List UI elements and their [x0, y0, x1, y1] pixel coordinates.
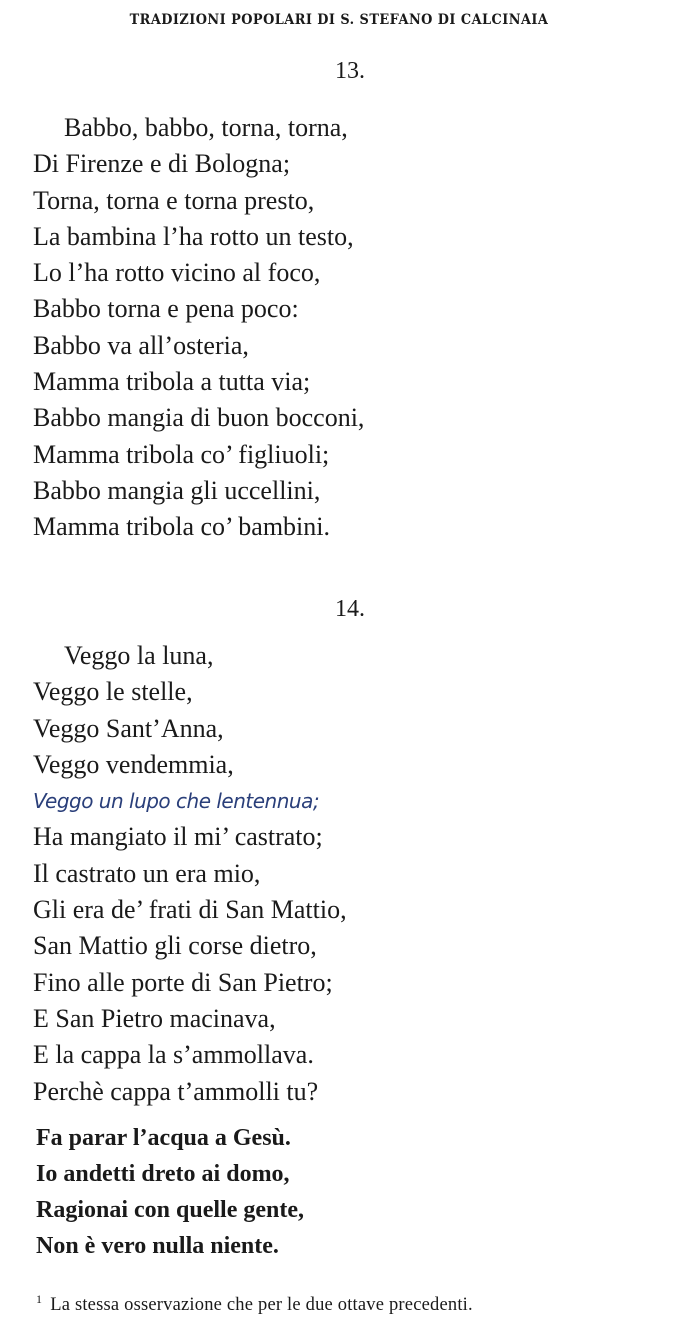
poem-14: [33, 638, 347, 1110]
poem-line: Veggo le stelle,: [33, 677, 193, 707]
poem-line: Perchè cappa t’ammolli tu?: [33, 1076, 319, 1106]
poem-line: Io andetti dreto ai domo,: [36, 1161, 290, 1187]
poem-line: Lo l’ha rotto vicino al foco,: [33, 258, 321, 288]
poem-line: Babbo torna e pena poco:: [33, 294, 299, 324]
poem-line: Babbo, babbo, torna, torna,: [64, 113, 348, 142]
poem-line: Il castrato un era mio,: [33, 858, 261, 888]
poem-line: Torna, torna e torna presto,: [33, 185, 315, 215]
poem-line: Ha mangiato il mi’ castrato;: [33, 822, 323, 852]
poem-line: Mamma tribola a tutta via;: [33, 367, 311, 397]
poem-line: Veggo vendemmia,: [33, 749, 234, 779]
poem-line: Babbo va all’osteria,: [33, 330, 249, 360]
poem-line: Gli era de’ frati di San Mattio,: [33, 895, 347, 925]
poem-number: 13.: [335, 58, 365, 84]
poem-line: Veggo la luna,: [64, 641, 214, 670]
poem-line: Di Firenze e di Bologna;: [33, 149, 291, 179]
poem-line: E San Pietro macinava,: [33, 1003, 276, 1033]
poem-line-handwritten: Veggo un lupo che lentennua;: [33, 789, 320, 814]
poem-line: La bambina l’ha rotto un testo,: [33, 221, 354, 251]
poem-number: 14.: [335, 596, 365, 622]
poem-line: Veggo Sant’Anna,: [33, 713, 224, 743]
poem-line: Mamma tribola co’ bambini.: [33, 512, 330, 542]
footnote-mark: 1: [36, 1292, 43, 1306]
poem-line: San Mattio gli corse dietro,: [33, 931, 317, 961]
poem-line: Ragionai con quelle gente,: [36, 1197, 304, 1223]
running-head: TRADIZIONI POPOLARI DI S. STEFANO DI CALCINAIA: [129, 12, 549, 28]
poem-line: Babbo mangia gli uccellini,: [33, 475, 321, 505]
poem-line: Fa parar l’acqua a Gesù.: [36, 1125, 291, 1151]
poem-line: Mamma tribola co’ figliuoli;: [33, 439, 330, 469]
footnote: [36, 1292, 473, 1316]
poem-14-bold-ending: [36, 1120, 304, 1264]
footnote-text: La stessa osservazione che per le due ottave precedenti.: [50, 1295, 473, 1316]
poem-line: Fino alle porte di San Pietro;: [33, 967, 333, 997]
poem-13: [33, 110, 364, 546]
poem-line: Babbo mangia di buon bocconi,: [33, 403, 365, 433]
poem-line: Non è vero nulla niente.: [36, 1233, 279, 1259]
poem-line: E la cappa la s’ammollava.: [33, 1040, 314, 1070]
